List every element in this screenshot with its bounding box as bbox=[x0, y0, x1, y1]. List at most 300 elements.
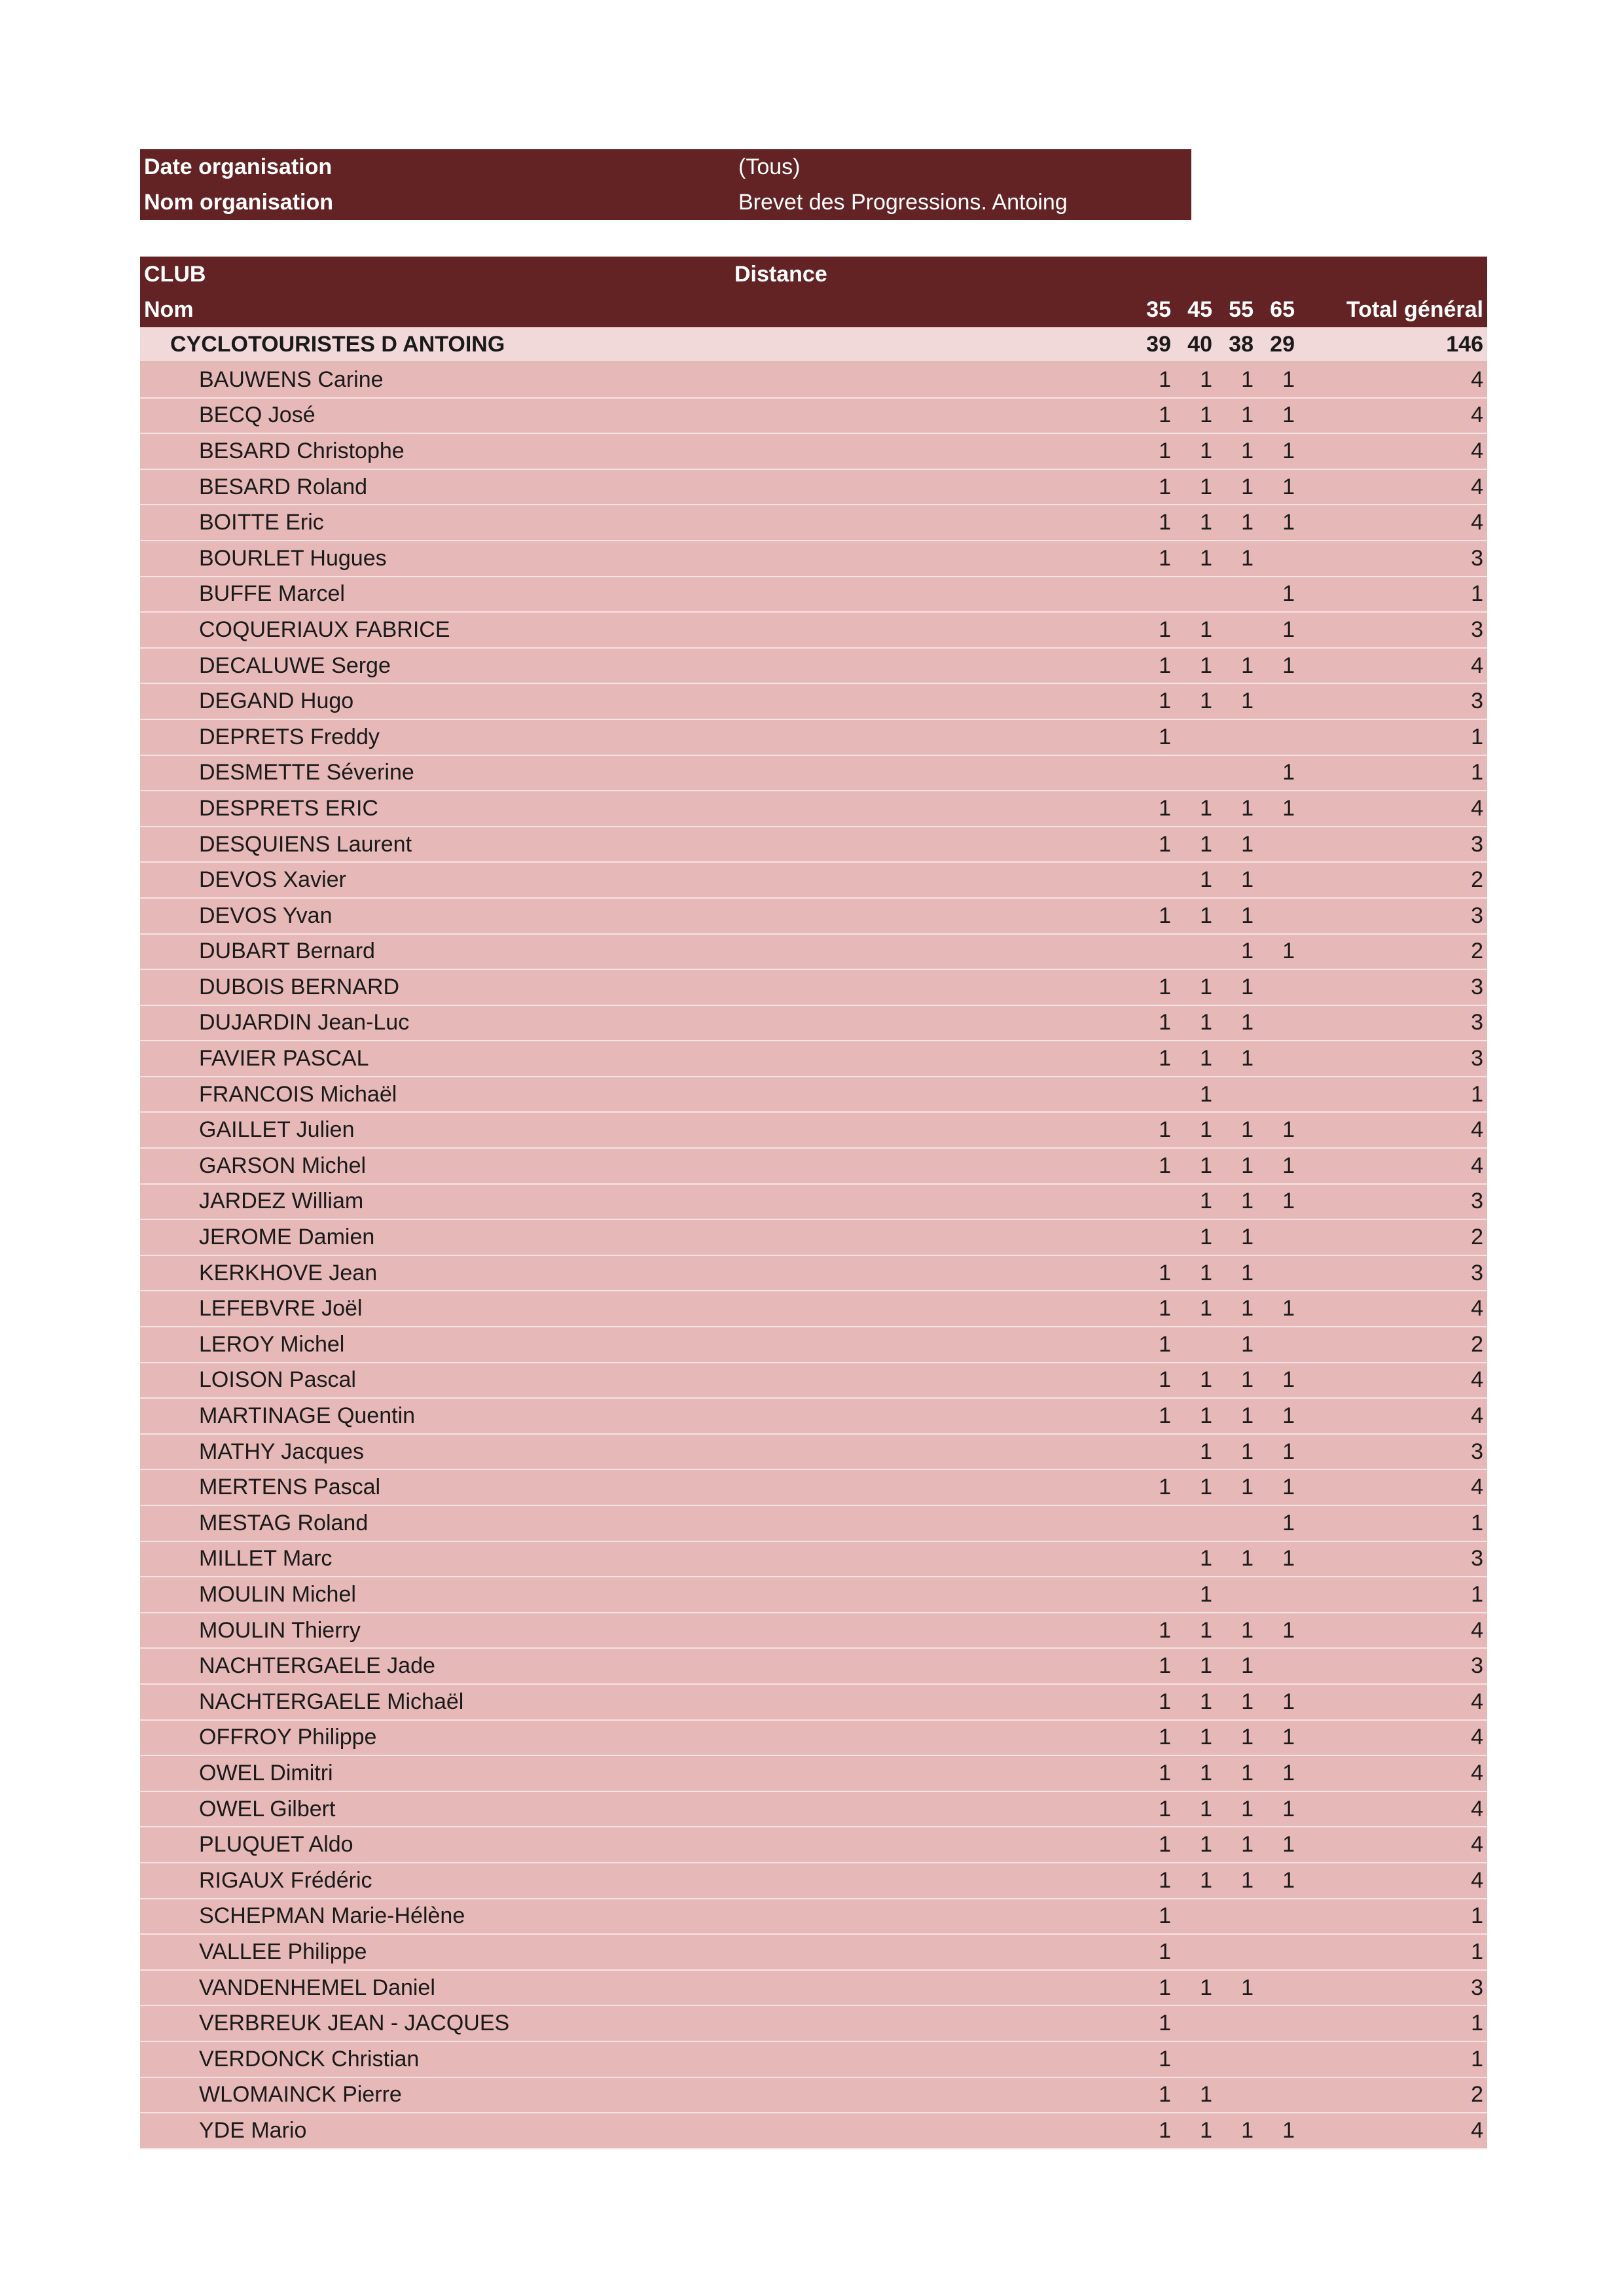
distance-count-cell: 1 bbox=[1241, 545, 1254, 571]
distance-count-cell: 1 bbox=[1241, 974, 1254, 999]
distance-count-cell: 1 bbox=[1241, 1010, 1254, 1035]
distance-count-cell: 1 bbox=[1159, 1260, 1171, 1285]
distance-count-cell: 1 bbox=[1241, 1617, 1254, 1643]
member-name: RIGAUX Frédéric bbox=[199, 1867, 372, 1893]
row-total-cell: 3 bbox=[1471, 1546, 1483, 1571]
row-total-cell: 4 bbox=[1471, 367, 1483, 392]
row-total-cell: 2 bbox=[1471, 2082, 1483, 2108]
member-name: GAILLET Julien bbox=[199, 1117, 355, 1143]
distance-count-cell: 1 bbox=[1241, 367, 1254, 392]
member-name: DESQUIENS Laurent bbox=[199, 831, 412, 857]
member-name: LEROY Michel bbox=[199, 1331, 345, 1357]
distance-count-cell: 1 bbox=[1200, 653, 1212, 678]
distance-count-cell: 1 bbox=[1241, 689, 1254, 714]
row-total-cell: 4 bbox=[1471, 438, 1483, 463]
club-subtotal-row[interactable] bbox=[140, 327, 1487, 363]
distance-count-cell: 1 bbox=[1200, 1117, 1212, 1143]
club-total: 146 bbox=[1446, 331, 1483, 357]
table-row bbox=[140, 899, 1487, 935]
row-total-cell: 3 bbox=[1471, 1653, 1483, 1679]
distance-count-cell: 1 bbox=[1200, 1153, 1212, 1178]
distance-count-cell: 1 bbox=[1200, 1725, 1212, 1750]
member-name: BESARD Christophe bbox=[199, 438, 405, 463]
table-row bbox=[140, 756, 1487, 792]
distance-count-cell: 1 bbox=[1282, 1832, 1295, 1857]
distance-header[interactable]: Distance bbox=[734, 261, 827, 287]
distance-count-cell: 1 bbox=[1241, 1475, 1254, 1500]
row-total-cell: 2 bbox=[1471, 1225, 1483, 1250]
distance-count-cell: 1 bbox=[1282, 2117, 1295, 2143]
row-total-cell: 4 bbox=[1471, 1617, 1483, 1643]
distance-count-cell: 1 bbox=[1159, 1403, 1171, 1429]
table-row bbox=[140, 1685, 1487, 1721]
distance-count-cell: 1 bbox=[1159, 1331, 1171, 1357]
distance-count-cell: 1 bbox=[1200, 403, 1212, 428]
distance-count-cell: 1 bbox=[1159, 974, 1171, 999]
row-total-cell: 4 bbox=[1471, 1153, 1483, 1178]
distance-count-cell: 1 bbox=[1282, 581, 1295, 607]
distance-count-cell: 1 bbox=[1200, 1617, 1212, 1643]
member-name: MOULIN Michel bbox=[199, 1581, 356, 1607]
distance-count-cell: 1 bbox=[1282, 474, 1295, 499]
distance-count-cell: 1 bbox=[1200, 1867, 1212, 1893]
distance-count-cell: 1 bbox=[1200, 510, 1212, 535]
table-row bbox=[140, 1863, 1487, 1899]
distance-count-cell: 1 bbox=[1159, 438, 1171, 463]
table-row bbox=[140, 1399, 1487, 1435]
member-name: MESTAG Roland bbox=[199, 1510, 369, 1535]
distance-count-cell: 1 bbox=[1282, 1117, 1295, 1143]
distance-count-cell: 1 bbox=[1159, 2011, 1171, 2036]
member-name: OWEL Gilbert bbox=[199, 1796, 336, 1821]
distance-count-cell: 1 bbox=[1159, 689, 1171, 714]
row-total-cell: 1 bbox=[1471, 1510, 1483, 1535]
member-name: WLOMAINCK Pierre bbox=[199, 2082, 402, 2108]
table-row bbox=[140, 541, 1487, 577]
table-row bbox=[140, 505, 1487, 541]
distance-count-cell: 1 bbox=[1241, 1867, 1254, 1893]
distance-count-cell: 1 bbox=[1241, 1653, 1254, 1679]
distance-count-cell: 1 bbox=[1200, 2117, 1212, 2143]
row-total-cell: 1 bbox=[1471, 2046, 1483, 2072]
distance-count-cell: 1 bbox=[1241, 1189, 1254, 1214]
distance-count-cell: 1 bbox=[1200, 1367, 1212, 1393]
member-name: FAVIER PASCAL bbox=[199, 1046, 369, 1071]
distance-count-cell: 1 bbox=[1159, 2117, 1171, 2143]
distance-count-cell: 1 bbox=[1159, 1725, 1171, 1750]
table-row bbox=[140, 2042, 1487, 2078]
distance-count-cell: 1 bbox=[1241, 1153, 1254, 1178]
filter-value[interactable]: Brevet des Progressions. Antoing bbox=[738, 189, 1068, 215]
member-name: DUJARDIN Jean-Luc bbox=[199, 1010, 410, 1035]
distance-count-cell: 1 bbox=[1282, 617, 1295, 642]
row-total-cell: 4 bbox=[1471, 510, 1483, 535]
row-total-cell: 3 bbox=[1471, 1046, 1483, 1071]
distance-count-cell: 1 bbox=[1282, 1725, 1295, 1750]
distance-count-cell: 1 bbox=[1200, 367, 1212, 392]
member-name: KERKHOVE Jean bbox=[199, 1260, 378, 1285]
table-row bbox=[140, 1827, 1487, 1863]
distance-count-cell: 1 bbox=[1159, 1475, 1171, 1500]
distance-count-cell: 1 bbox=[1241, 1439, 1254, 1464]
distance-count-cell: 1 bbox=[1200, 1081, 1212, 1107]
table-row bbox=[140, 1291, 1487, 1327]
distance-count-cell: 1 bbox=[1200, 831, 1212, 857]
member-name: COQUERIAUX FABRICE bbox=[199, 617, 450, 642]
member-name: BECQ José bbox=[199, 403, 316, 428]
distance-count-cell: 1 bbox=[1200, 1260, 1212, 1285]
table-row bbox=[140, 399, 1487, 435]
row-total-cell: 4 bbox=[1471, 1689, 1483, 1714]
distance-count-cell: 1 bbox=[1159, 1046, 1171, 1071]
pivot-table bbox=[140, 257, 1487, 2149]
member-name: DECALUWE Serge bbox=[199, 653, 391, 678]
member-name: BESARD Roland bbox=[199, 474, 368, 499]
filter-row-date bbox=[140, 149, 1191, 185]
distance-count-cell: 1 bbox=[1282, 1546, 1295, 1571]
row-total-cell: 2 bbox=[1471, 939, 1483, 964]
distance-count-cell: 1 bbox=[1282, 1796, 1295, 1821]
row-total-cell: 4 bbox=[1471, 1760, 1483, 1785]
table-row bbox=[140, 1149, 1487, 1185]
distance-count-cell: 1 bbox=[1200, 974, 1212, 999]
distance-count-cell: 1 bbox=[1159, 2082, 1171, 2108]
member-name: NACHTERGAELE Michaël bbox=[199, 1689, 464, 1714]
club-header[interactable]: CLUB bbox=[144, 261, 206, 287]
distance-col-header: 45 bbox=[1187, 296, 1212, 322]
row-total-cell: 3 bbox=[1471, 831, 1483, 857]
row-total-cell: 4 bbox=[1471, 1832, 1483, 1857]
row-total-cell: 4 bbox=[1471, 795, 1483, 821]
filter-label: Nom organisation bbox=[144, 189, 334, 215]
distance-count-cell: 1 bbox=[1200, 617, 1212, 642]
row-total-cell: 3 bbox=[1471, 1975, 1483, 2000]
distance-count-cell: 1 bbox=[1200, 1439, 1212, 1464]
distance-count-cell: 1 bbox=[1241, 1296, 1254, 1321]
distance-count-cell: 1 bbox=[1282, 403, 1295, 428]
row-total-cell: 1 bbox=[1471, 1581, 1483, 1607]
member-name: MARTINAGE Quentin bbox=[199, 1403, 416, 1429]
distance-count-cell: 1 bbox=[1159, 1867, 1171, 1893]
row-total-cell: 3 bbox=[1471, 545, 1483, 571]
table-row bbox=[140, 1649, 1487, 1685]
distance-count-cell: 1 bbox=[1282, 1189, 1295, 1214]
table-row bbox=[140, 613, 1487, 649]
distance-count-cell: 1 bbox=[1241, 795, 1254, 821]
distance-count-cell: 1 bbox=[1159, 1796, 1171, 1821]
table-row bbox=[140, 1077, 1487, 1113]
member-name: BAUWENS Carine bbox=[199, 367, 384, 392]
row-total-cell: 4 bbox=[1471, 1367, 1483, 1393]
row-total-cell: 1 bbox=[1471, 1903, 1483, 1929]
distance-count-cell: 1 bbox=[1200, 1046, 1212, 1071]
distance-count-cell: 1 bbox=[1200, 867, 1212, 893]
club-distance-count: 29 bbox=[1270, 331, 1295, 357]
distance-col-header: 65 bbox=[1270, 296, 1295, 322]
member-name: JARDEZ William bbox=[199, 1189, 364, 1214]
table-row bbox=[140, 1041, 1487, 1077]
distance-count-cell: 1 bbox=[1200, 1689, 1212, 1714]
distance-count-cell: 1 bbox=[1159, 403, 1171, 428]
table-row bbox=[140, 1113, 1487, 1149]
distance-count-cell: 1 bbox=[1241, 1046, 1254, 1071]
distance-count-cell: 1 bbox=[1241, 474, 1254, 499]
distance-count-cell: 1 bbox=[1241, 1546, 1254, 1571]
club-distance-count: 39 bbox=[1146, 331, 1171, 357]
member-name: VERBREUK JEAN - JACQUES bbox=[199, 2011, 510, 2036]
member-name: MATHY Jacques bbox=[199, 1439, 364, 1464]
distance-count-cell: 1 bbox=[1282, 1689, 1295, 1714]
distance-count-cell: 1 bbox=[1241, 1975, 1254, 2000]
table-row bbox=[140, 1613, 1487, 1649]
distance-count-cell: 1 bbox=[1241, 403, 1254, 428]
distance-count-cell: 1 bbox=[1200, 1225, 1212, 1250]
member-name: DEVOS Yvan bbox=[199, 903, 333, 928]
member-name: DEPRETS Freddy bbox=[199, 724, 380, 749]
member-name: BOITTE Eric bbox=[199, 510, 324, 535]
member-name: BOURLET Hugues bbox=[199, 545, 387, 571]
club-name: CYCLOTOURISTES D ANTOING bbox=[170, 331, 505, 357]
table-row bbox=[140, 363, 1487, 399]
filter-label: Date organisation bbox=[144, 154, 333, 179]
distance-count-cell: 1 bbox=[1159, 1010, 1171, 1035]
member-name: DEVOS Xavier bbox=[199, 867, 346, 893]
row-total-cell: 4 bbox=[1471, 1296, 1483, 1321]
distance-count-cell: 1 bbox=[1241, 831, 1254, 857]
table-row bbox=[140, 1721, 1487, 1757]
distance-count-cell: 1 bbox=[1159, 1153, 1171, 1178]
distance-count-cell: 1 bbox=[1282, 1475, 1295, 1500]
distance-count-cell: 1 bbox=[1159, 1296, 1171, 1321]
distance-count-cell: 1 bbox=[1159, 510, 1171, 535]
table-row bbox=[140, 1899, 1487, 1935]
member-name: NACHTERGAELE Jade bbox=[199, 1653, 435, 1679]
member-name: DESPRETS ERIC bbox=[199, 795, 378, 821]
report-filters bbox=[140, 149, 1191, 220]
row-total-cell: 1 bbox=[1471, 1939, 1483, 1964]
distance-count-cell: 1 bbox=[1159, 1939, 1171, 1964]
row-total-cell: 1 bbox=[1471, 724, 1483, 749]
table-row bbox=[140, 1756, 1487, 1792]
row-total-cell: 1 bbox=[1471, 760, 1483, 785]
distance-count-cell: 1 bbox=[1159, 831, 1171, 857]
distance-count-cell: 1 bbox=[1200, 438, 1212, 463]
distance-count-cell: 1 bbox=[1159, 653, 1171, 678]
distance-count-cell: 1 bbox=[1200, 1403, 1212, 1429]
distance-count-cell: 1 bbox=[1241, 438, 1254, 463]
member-name: DUBOIS BERNARD bbox=[199, 974, 400, 999]
distance-count-cell: 1 bbox=[1200, 1832, 1212, 1857]
distance-count-cell: 1 bbox=[1159, 903, 1171, 928]
table-row bbox=[140, 577, 1487, 613]
table-row bbox=[140, 1185, 1487, 1221]
row-total-cell: 4 bbox=[1471, 1796, 1483, 1821]
distance-count-cell: 1 bbox=[1282, 1510, 1295, 1535]
distance-count-cell: 1 bbox=[1200, 545, 1212, 571]
member-name: VANDENHEMEL Daniel bbox=[199, 1975, 435, 2000]
table-row bbox=[140, 1971, 1487, 2007]
distance-count-cell: 1 bbox=[1241, 1260, 1254, 1285]
distance-count-cell: 1 bbox=[1241, 1796, 1254, 1821]
distance-count-cell: 1 bbox=[1159, 1117, 1171, 1143]
row-total-cell: 3 bbox=[1471, 689, 1483, 714]
member-name: YDE Mario bbox=[199, 2117, 307, 2143]
row-total-cell: 3 bbox=[1471, 974, 1483, 999]
distance-count-cell: 1 bbox=[1241, 1331, 1254, 1357]
table-row bbox=[140, 2113, 1487, 2149]
distance-count-cell: 1 bbox=[1282, 653, 1295, 678]
header-row-nom bbox=[140, 292, 1487, 327]
distance-count-cell: 1 bbox=[1200, 1189, 1212, 1214]
table-row bbox=[140, 1327, 1487, 1363]
distance-count-cell: 1 bbox=[1282, 1403, 1295, 1429]
distance-count-cell: 1 bbox=[1282, 1439, 1295, 1464]
table-row bbox=[140, 863, 1487, 899]
table-row bbox=[140, 970, 1487, 1006]
member-name: LEFEBVRE Joël bbox=[199, 1296, 363, 1321]
distance-count-cell: 1 bbox=[1241, 1403, 1254, 1429]
distance-count-cell: 1 bbox=[1159, 795, 1171, 821]
distance-count-cell: 1 bbox=[1200, 1581, 1212, 1607]
filter-value[interactable]: (Tous) bbox=[738, 154, 801, 179]
table-row bbox=[140, 791, 1487, 827]
table-row bbox=[140, 684, 1487, 720]
member-name: DEGAND Hugo bbox=[199, 689, 354, 714]
distance-count-cell: 1 bbox=[1200, 1760, 1212, 1785]
row-total-cell: 3 bbox=[1471, 1189, 1483, 1214]
distance-count-cell: 1 bbox=[1241, 1225, 1254, 1250]
row-total-cell: 4 bbox=[1471, 1403, 1483, 1429]
row-total-cell: 3 bbox=[1471, 617, 1483, 642]
distance-count-cell: 1 bbox=[1200, 1010, 1212, 1035]
member-name: MILLET Marc bbox=[199, 1546, 333, 1571]
distance-count-cell: 1 bbox=[1159, 617, 1171, 642]
distance-count-cell: 1 bbox=[1200, 1975, 1212, 2000]
member-name: JEROME Damien bbox=[199, 1225, 375, 1250]
row-total-cell: 4 bbox=[1471, 403, 1483, 428]
distance-count-cell: 1 bbox=[1241, 867, 1254, 893]
distance-count-cell: 1 bbox=[1282, 795, 1295, 821]
member-name: BUFFE Marcel bbox=[199, 581, 345, 607]
row-total-cell: 4 bbox=[1471, 653, 1483, 678]
member-name: VALLEE Philippe bbox=[199, 1939, 367, 1964]
filter-row-organisation bbox=[140, 185, 1191, 220]
distance-count-cell: 1 bbox=[1282, 1617, 1295, 1643]
distance-count-cell: 1 bbox=[1241, 939, 1254, 964]
distance-count-cell: 1 bbox=[1282, 510, 1295, 535]
table-row bbox=[140, 649, 1487, 685]
club-distance-count: 40 bbox=[1187, 331, 1212, 357]
row-total-cell: 2 bbox=[1471, 1331, 1483, 1357]
row-total-cell: 1 bbox=[1471, 2011, 1483, 2036]
distance-count-cell: 1 bbox=[1241, 1760, 1254, 1785]
distance-count-cell: 1 bbox=[1241, 1117, 1254, 1143]
distance-count-cell: 1 bbox=[1282, 1153, 1295, 1178]
distance-count-cell: 1 bbox=[1282, 438, 1295, 463]
table-row bbox=[140, 2078, 1487, 2114]
member-name: VERDONCK Christian bbox=[199, 2046, 420, 2072]
row-total-cell: 4 bbox=[1471, 1725, 1483, 1750]
header-row-club bbox=[140, 257, 1487, 292]
distance-count-cell: 1 bbox=[1241, 2117, 1254, 2143]
row-total-cell: 3 bbox=[1471, 1260, 1483, 1285]
member-name: LOISON Pascal bbox=[199, 1367, 356, 1393]
row-total-cell: 2 bbox=[1471, 867, 1483, 893]
table-row bbox=[140, 1435, 1487, 1471]
member-name: MERTENS Pascal bbox=[199, 1475, 381, 1500]
row-total-cell: 3 bbox=[1471, 903, 1483, 928]
table-row bbox=[140, 1363, 1487, 1399]
distance-count-cell: 1 bbox=[1200, 1653, 1212, 1679]
member-name: DUBART Bernard bbox=[199, 939, 375, 964]
member-name: OWEL Dimitri bbox=[199, 1760, 333, 1785]
table-row bbox=[140, 470, 1487, 506]
member-name: PLUQUET Aldo bbox=[199, 1832, 353, 1857]
table-row bbox=[140, 1006, 1487, 1042]
distance-count-cell: 1 bbox=[1159, 724, 1171, 749]
table-row bbox=[140, 720, 1487, 756]
distance-count-cell: 1 bbox=[1241, 510, 1254, 535]
distance-count-cell: 1 bbox=[1282, 1367, 1295, 1393]
distance-count-cell: 1 bbox=[1159, 1653, 1171, 1679]
table-row bbox=[140, 1256, 1487, 1292]
member-name: GARSON Michel bbox=[199, 1153, 367, 1178]
row-total-cell: 4 bbox=[1471, 2117, 1483, 2143]
member-name: FRANCOIS Michaël bbox=[199, 1081, 397, 1107]
distance-count-cell: 1 bbox=[1200, 1796, 1212, 1821]
nom-header[interactable]: Nom bbox=[144, 296, 194, 322]
distance-count-cell: 1 bbox=[1241, 1367, 1254, 1393]
distance-count-cell: 1 bbox=[1200, 903, 1212, 928]
table-row bbox=[140, 935, 1487, 971]
distance-count-cell: 1 bbox=[1159, 367, 1171, 392]
distance-count-cell: 1 bbox=[1282, 1867, 1295, 1893]
table-row bbox=[140, 1506, 1487, 1542]
row-total-cell: 1 bbox=[1471, 581, 1483, 607]
distance-count-cell: 1 bbox=[1282, 1760, 1295, 1785]
row-total-cell: 1 bbox=[1471, 1081, 1483, 1107]
table-row bbox=[140, 827, 1487, 863]
distance-count-cell: 1 bbox=[1241, 903, 1254, 928]
member-rows bbox=[140, 363, 1487, 2149]
distance-count-cell: 1 bbox=[1159, 545, 1171, 571]
table-row bbox=[140, 1542, 1487, 1578]
table-row bbox=[140, 1577, 1487, 1613]
row-total-cell: 3 bbox=[1471, 1439, 1483, 1464]
distance-count-cell: 1 bbox=[1159, 474, 1171, 499]
club-distance-count: 38 bbox=[1229, 331, 1254, 357]
total-col-header: Total général bbox=[1346, 296, 1483, 322]
distance-count-cell: 1 bbox=[1200, 689, 1212, 714]
distance-count-cell: 1 bbox=[1282, 367, 1295, 392]
distance-count-cell: 1 bbox=[1241, 1689, 1254, 1714]
table-row bbox=[140, 1220, 1487, 1256]
distance-count-cell: 1 bbox=[1200, 2082, 1212, 2108]
distance-count-cell: 1 bbox=[1159, 2046, 1171, 2072]
table-row bbox=[140, 1935, 1487, 1971]
row-total-cell: 3 bbox=[1471, 1010, 1483, 1035]
distance-count-cell: 1 bbox=[1200, 1296, 1212, 1321]
table-row bbox=[140, 2006, 1487, 2042]
distance-count-cell: 1 bbox=[1159, 1760, 1171, 1785]
distance-count-cell: 1 bbox=[1159, 1367, 1171, 1393]
distance-count-cell: 1 bbox=[1200, 795, 1212, 821]
member-name: MOULIN Thierry bbox=[199, 1617, 361, 1643]
row-total-cell: 4 bbox=[1471, 474, 1483, 499]
row-total-cell: 4 bbox=[1471, 1867, 1483, 1893]
distance-count-cell: 1 bbox=[1200, 1475, 1212, 1500]
distance-count-cell: 1 bbox=[1159, 1689, 1171, 1714]
